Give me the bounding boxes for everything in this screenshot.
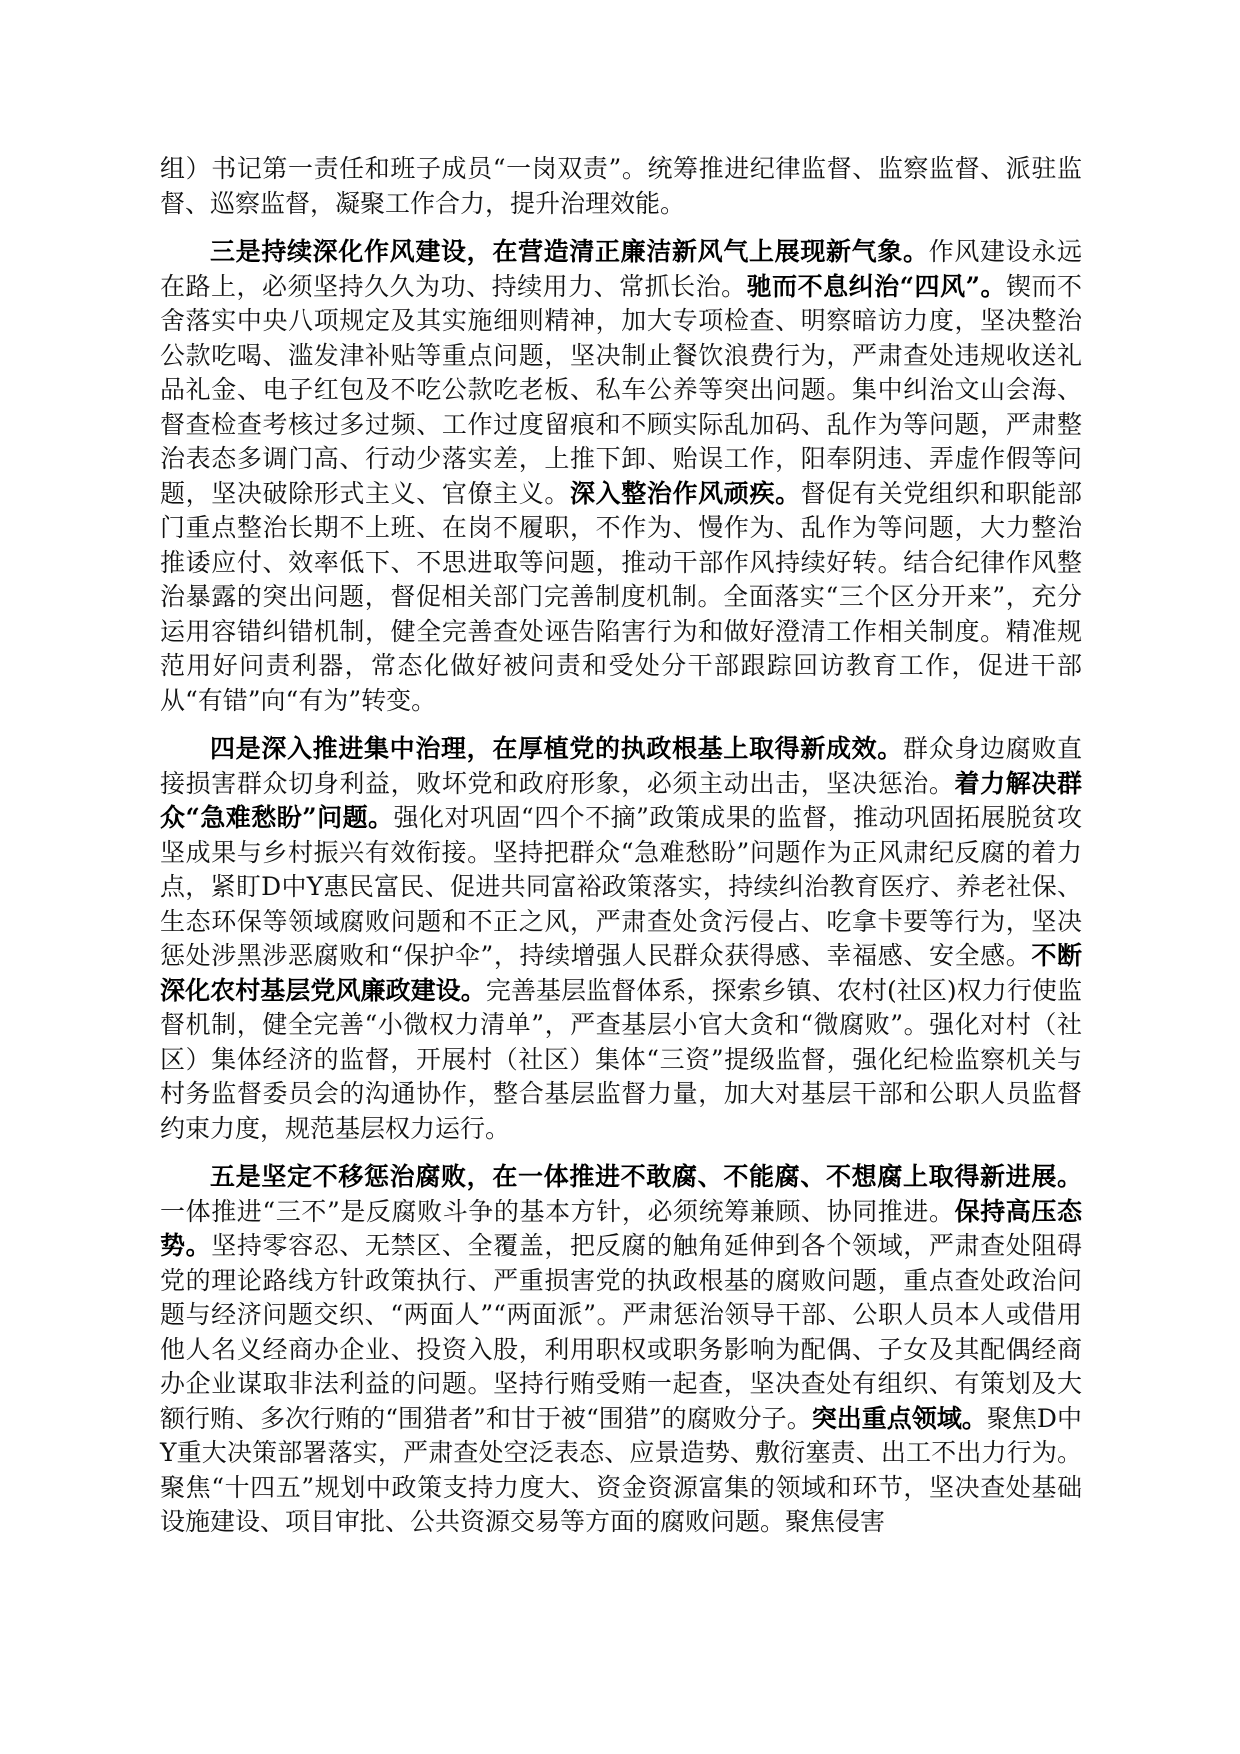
paragraph-3-heading: 四是深入推进集中治理，在厚植党的执政根基上取得新成效。 xyxy=(210,734,903,763)
paragraph-3-text-2: 强化对巩固“四个不摘”政策成果的监督，推动巩固拓展脱贫攻坚成果与乡村振兴有效衔接。坚持把群众“急难愁盼”问题作为正风肃纪反腐的着力点，紧盯D中Y惠民富民、促进共同富裕政策落实，持续纠治教育医疗、养老社保、生态环保等领域腐败问题和不正之风，严肃查处贪污侵占、吃拿卡要等行为，坚决惩处涉黑涉恶腐败和“保护伞”，持续增强人民群众获得感、幸福感、安全感。 xyxy=(160,803,1082,970)
paragraph-2-subheading-2: 深入整治作风顽疾。 xyxy=(570,478,801,508)
paragraph-4-text-1: 一体推进“三不”是反腐败斗争的基本方针，必须统筹兼顾、协同推进。 xyxy=(160,1196,955,1226)
paragraph-1 xyxy=(160,152,1082,221)
paragraph-3-text-1: 群众身边腐败直接损害群众切身利益，败坏党和政府形象，必须主动出击，坚决惩治。 xyxy=(160,734,1082,798)
paragraph-2-heading: 三是持续深化作风建设，在营造清正廉洁新风气上展现新气象。 xyxy=(210,237,929,266)
paragraph-4 xyxy=(160,1160,1082,1540)
paragraph-4-subheading-2: 突出重点领域。 xyxy=(811,1403,987,1433)
paragraph-4-text-2: 坚持零容忍、无禁区、全覆盖，把反腐的触角延伸到各个领域，严肃查处阻碍党的理论路线方针政策执行、严重损害党的执政根基的腐败问题，重点查处政治问题与经济问题交织、“两面人”“两面派”。严肃惩治领导干部、公职人员本人或借用他人名义经商办企业、投资入股，利用职权或职务影响为配偶、子女及其配偶经商办企业谋取非法利益的问题。坚持行贿受贿一起查，坚决查处有组织、有策划及大额行贿、多次行贿的“围猎者”和甘于被“围猎”的腐败分子。 xyxy=(160,1231,1082,1433)
paragraph-2-text-2: 锲而不舍落实中央八项规定及其实施细则精神，加大专项检查、明察暗访力度，坚决整治公款吃喝、滥发津补贴等重点问题，坚决制止餐饮浪费行为，严肃查处违规收送礼品礼金、电子红包及不吃公款吃老板、私车公养等突出问题。集中纠治文山会海、督查检查考核过多过频、工作过度留痕和不顾实际乱加码、乱作为等问题，严肃整治表态多调门高、行动少落实差，上推下卸、贻误工作，阳奉阴违、弄虚作假等问题，坚决破除形式主义、官僚主义。 xyxy=(160,271,1082,508)
paragraph-3-text-3: 完善基层监督体系，探索乡镇、农村(社区)权力行使监督机制，健全完善“小微权力清单”，严查基层小官大贪和“微腐败”。强化对村（社区）集体经济的监督，开展村（社区）集体“三资”提级监督，强化纪检监察机关与村务监督委员会的沟通协作，整合基层监督力量，加大对基层干部和公职人员监督约束力度，规范基层权力运行。 xyxy=(160,975,1082,1143)
paragraph-4-subheading-1: 保持高压态势。 xyxy=(160,1196,1082,1260)
paragraph-4-text-3: 聚焦D中Y重大决策部署落实，严肃查处空泛表态、应景造势、敷衍塞责、出工不出力行为。聚焦“十四五”规划中政策支持力度大、资金资源富集的领域和环节，坚决查处基础设施建设、项目审批、公共资源交易等方面的腐败问题。聚焦侵害 xyxy=(160,1403,1082,1536)
paragraph-2-text-1: 作风建设永远在路上，必须坚持久久为功、持续用力、常抓长治。 xyxy=(160,237,1082,301)
paragraph-4-heading: 五是坚定不移惩治腐败，在一体推进不敢腐、不能腐、不想腐上取得新进展。 xyxy=(210,1162,1082,1191)
paragraph-3-subheading-2: 不断深化农村基层党风廉政建设。 xyxy=(160,941,1082,1005)
paragraph-2-text-3: 督促有关党组织和职能部门重点整治长期不上班、在岗不履职，不作为、慢作为、乱作为等问题，大力整治推诿应付、效率低下、不思进取等问题，推动干部作风持续好转。结合纪律作风整治暴露的突出问题，督促相关部门完善制度机制。全面落实“三个区分开来”，充分运用容错纠错机制，健全完善查处诬告陷害行为和做好澄清工作相关制度。精准规范用好问责利器，常态化做好被问责和受处分干部跟踪回访教育工作，促进干部从“有错”向“有为”转变。 xyxy=(160,478,1082,715)
paragraph-2 xyxy=(160,235,1082,718)
paragraph-3-subheading-1: 着力解决群众“急难愁盼”问题。 xyxy=(160,768,1082,832)
document-page xyxy=(160,152,1082,1554)
paragraph-1-text: 组）书记第一责任和班子成员“一岗双责”。统筹推进纪律监督、监察监督、派驻监督、巡察监督，凝聚工作合力，提升治理效能。 xyxy=(160,154,1082,218)
paragraph-2-subheading-1: 驰而不息纠治“四风”。 xyxy=(746,271,1006,301)
paragraph-3 xyxy=(160,732,1082,1146)
